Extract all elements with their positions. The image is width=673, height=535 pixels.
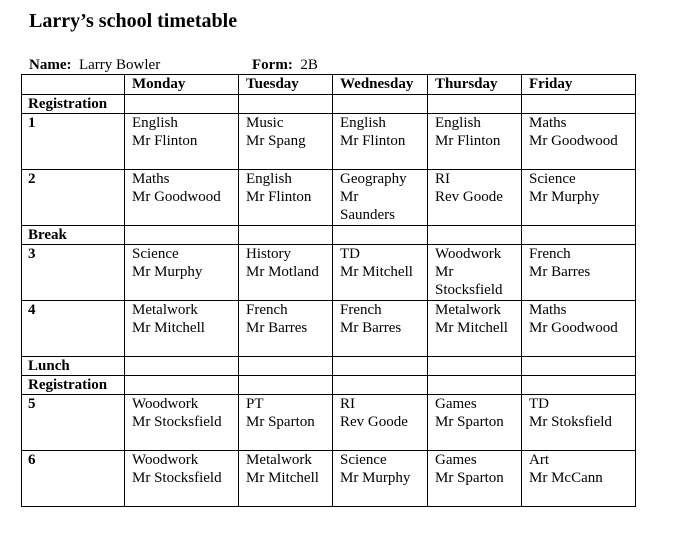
day-header: Tuesday	[239, 75, 333, 95]
teacher-text: Mr Flinton	[340, 133, 406, 149]
lesson-cell	[333, 226, 428, 245]
subject-text: Science	[132, 246, 179, 262]
marker-label: Lunch	[22, 357, 125, 376]
teacher-text: Rev Goode	[340, 414, 408, 430]
subject-text: French	[340, 302, 382, 318]
subject-text: TD	[340, 246, 360, 262]
lesson-cell	[522, 451, 636, 507]
period-row	[22, 301, 636, 357]
period-label: 6	[22, 451, 125, 507]
lesson-cell	[125, 395, 239, 451]
lesson-cell	[428, 357, 522, 376]
subject-text: English	[435, 115, 481, 131]
lesson-cell	[428, 376, 522, 395]
day-header: Friday	[522, 75, 636, 95]
subject-text: Science	[529, 171, 576, 187]
lesson-cell	[333, 170, 428, 226]
marker-label: Break	[22, 226, 125, 245]
lesson-cell	[428, 395, 522, 451]
teacher-text: Mr Flinton	[132, 133, 198, 149]
lesson-cell	[125, 114, 239, 170]
header-row	[22, 75, 636, 95]
lesson-cell	[522, 170, 636, 226]
form-value: 2B	[300, 57, 318, 73]
teacher-text: Mr Mitchell	[340, 264, 413, 280]
teacher-text: Mr Goodwood	[529, 320, 618, 336]
lesson-cell	[125, 245, 239, 301]
subject-text: Maths	[529, 115, 567, 131]
period-row	[22, 245, 636, 301]
form-label: Form:	[252, 57, 293, 73]
teacher-text: Stocksfield	[435, 282, 503, 298]
timetable	[21, 74, 636, 507]
lesson-cell	[125, 226, 239, 245]
lesson-cell	[239, 95, 333, 114]
subject-text: English	[132, 115, 178, 131]
lesson-cell	[428, 451, 522, 507]
name-label: Name:	[29, 57, 72, 73]
lesson-cell	[239, 245, 333, 301]
subject-text: PT	[246, 396, 264, 412]
lesson-cell	[333, 357, 428, 376]
lesson-cell	[428, 170, 522, 226]
lesson-cell	[522, 95, 636, 114]
lesson-cell	[522, 226, 636, 245]
lesson-cell	[239, 226, 333, 245]
period-label: 3	[22, 245, 125, 301]
lesson-cell	[239, 395, 333, 451]
lesson-cell	[522, 301, 636, 357]
lesson-cell	[239, 451, 333, 507]
subject-text: Maths	[132, 171, 170, 187]
teacher-text: Mr	[340, 189, 359, 205]
day-header: Wednesday	[333, 75, 428, 95]
subject-text: Metalwork	[246, 452, 312, 468]
teacher-text: Saunders	[340, 207, 395, 223]
lesson-cell	[522, 357, 636, 376]
teacher-text: Mr Murphy	[340, 470, 411, 486]
subject-text: Maths	[529, 302, 567, 318]
lesson-cell	[239, 114, 333, 170]
subject-text: Woodwork	[132, 452, 199, 468]
subject-text: English	[340, 115, 386, 131]
teacher-text: Mr Stoksfield	[529, 414, 612, 430]
name-field	[29, 56, 160, 74]
lesson-cell	[522, 376, 636, 395]
subject-text: RI	[340, 396, 355, 412]
corner-cell	[22, 75, 125, 95]
lesson-cell	[125, 376, 239, 395]
lesson-cell	[428, 226, 522, 245]
lesson-cell	[125, 95, 239, 114]
lesson-cell	[428, 95, 522, 114]
marker-label: Registration	[22, 376, 125, 395]
lesson-cell	[239, 376, 333, 395]
teacher-text: Mr	[435, 264, 454, 280]
teacher-text: Mr Mitchell	[246, 470, 319, 486]
subject-text: Metalwork	[435, 302, 501, 318]
teacher-text: Mr Mitchell	[132, 320, 205, 336]
lesson-cell	[522, 395, 636, 451]
lesson-cell	[125, 170, 239, 226]
teacher-text: Mr Goodwood	[529, 133, 618, 149]
lesson-cell	[428, 301, 522, 357]
lesson-cell	[333, 395, 428, 451]
teacher-text: Mr Barres	[340, 320, 402, 336]
subject-text: Woodwork	[132, 396, 199, 412]
lesson-cell	[239, 170, 333, 226]
teacher-text: Mr Spang	[246, 133, 306, 149]
day-header: Thursday	[428, 75, 522, 95]
teacher-text: Mr McCann	[529, 470, 603, 486]
lesson-cell	[125, 357, 239, 376]
marker-row	[22, 376, 636, 395]
lesson-cell	[333, 114, 428, 170]
teacher-text: Mr Sparton	[435, 414, 504, 430]
subject-text: Geography	[340, 171, 407, 187]
lesson-cell	[333, 245, 428, 301]
subject-text: Music	[246, 115, 284, 131]
subject-text: Games	[435, 396, 477, 412]
period-label: 4	[22, 301, 125, 357]
teacher-text: Mr Goodwood	[132, 189, 221, 205]
teacher-text: Mr Barres	[529, 264, 591, 280]
subject-text: History	[246, 246, 291, 262]
subject-text: Science	[340, 452, 387, 468]
subject-text: Metalwork	[132, 302, 198, 318]
document-title: Larry’s school timetable	[29, 10, 238, 32]
subject-text: RI	[435, 171, 450, 187]
teacher-text: Mr Motland	[246, 264, 319, 280]
period-row	[22, 451, 636, 507]
period-label: 5	[22, 395, 125, 451]
name-value: Larry Bowler	[78, 57, 161, 73]
lesson-cell	[125, 301, 239, 357]
lesson-cell	[239, 357, 333, 376]
lesson-cell	[428, 245, 522, 301]
day-header: Monday	[125, 75, 239, 95]
teacher-text: Mr Murphy	[132, 264, 203, 280]
subject-text: Games	[435, 452, 477, 468]
timetable-body	[22, 95, 636, 507]
lesson-cell	[125, 451, 239, 507]
subject-text: Art	[529, 452, 549, 468]
teacher-text: Mr Sparton	[435, 470, 504, 486]
period-label: 1	[22, 114, 125, 170]
subject-text: Woodwork	[435, 246, 502, 262]
marker-row	[22, 95, 636, 114]
lesson-cell	[333, 301, 428, 357]
marker-label: Registration	[22, 95, 125, 114]
subject-text: TD	[529, 396, 549, 412]
marker-row	[22, 357, 636, 376]
lesson-cell	[333, 95, 428, 114]
subject-text: English	[246, 171, 292, 187]
teacher-text: Mr Flinton	[435, 133, 501, 149]
lesson-cell	[522, 245, 636, 301]
lesson-cell	[428, 114, 522, 170]
teacher-text: Mr Murphy	[529, 189, 600, 205]
form-field	[252, 56, 318, 74]
period-row	[22, 170, 636, 226]
subject-text: French	[246, 302, 288, 318]
teacher-text: Rev Goode	[435, 189, 503, 205]
lesson-cell	[522, 114, 636, 170]
period-label: 2	[22, 170, 125, 226]
lesson-cell	[333, 451, 428, 507]
period-row	[22, 114, 636, 170]
marker-row	[22, 226, 636, 245]
lesson-cell	[333, 376, 428, 395]
teacher-text: Mr Mitchell	[435, 320, 508, 336]
teacher-text: Mr Barres	[246, 320, 308, 336]
teacher-text: Mr Stocksfield	[132, 414, 222, 430]
lesson-cell	[239, 301, 333, 357]
subject-text: French	[529, 246, 571, 262]
teacher-text: Mr Stocksfield	[132, 470, 222, 486]
teacher-text: Mr Flinton	[246, 189, 312, 205]
period-row	[22, 395, 636, 451]
teacher-text: Mr Sparton	[246, 414, 315, 430]
